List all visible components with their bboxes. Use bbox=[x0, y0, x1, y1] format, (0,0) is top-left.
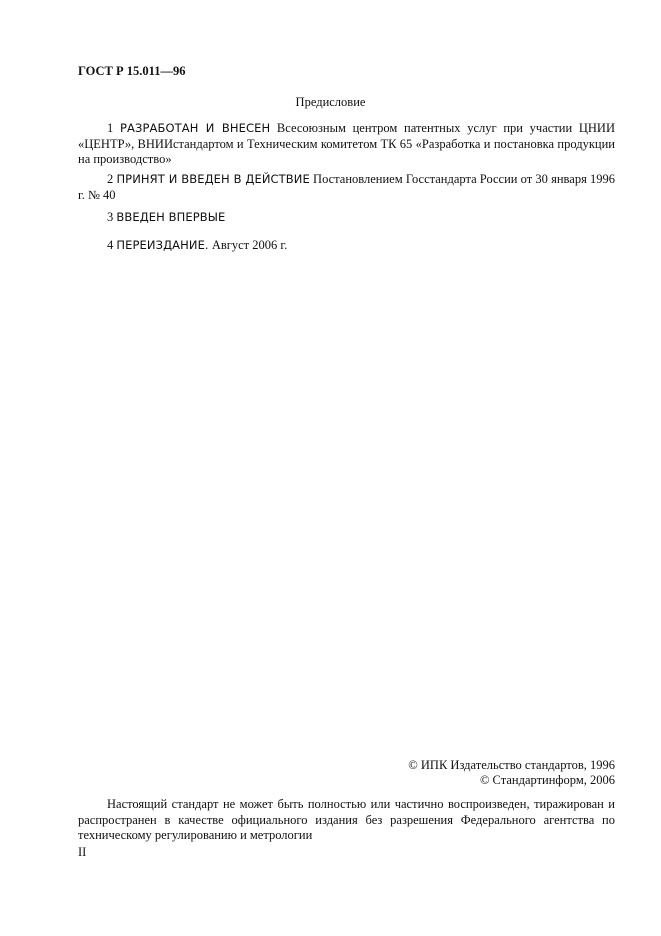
item-number: 3 bbox=[107, 210, 114, 224]
notice-text: Настоящий стандарт не может быть полностью или частично воспроизведен, тиражирован и распространен в качестве официального издания без разрешения Федерального агентства по техническому регулированию и метрологии bbox=[78, 797, 615, 842]
preface-item-2 bbox=[78, 172, 615, 203]
page-number: II bbox=[78, 845, 87, 859]
item-number: 1 bbox=[107, 121, 114, 135]
preface-item-1 bbox=[78, 121, 615, 168]
document-code-header: ГОСТ Р 15.011—96 bbox=[78, 64, 186, 78]
item-caption: РАЗРАБОТАН И ВНЕСЕН bbox=[119, 121, 271, 135]
preface-item-4 bbox=[78, 238, 615, 254]
item-caption: ПЕРЕИЗДАНИЕ. bbox=[116, 238, 209, 252]
item-number: 2 bbox=[107, 172, 114, 186]
copyright-line-2: © Стандартинформ, 2006 bbox=[479, 773, 615, 787]
item-caption: ВВЕДЕН ВПЕРВЫЕ bbox=[116, 210, 226, 224]
item-text: Постановлением Госстандарта России от 30 января 1996 г. № 40 bbox=[78, 172, 616, 202]
item-text: Всесоюзным центром патентных услуг при участии ЦНИИ «ЦЕНТР», ВНИИстандартом и Техническим комитетом ТК 65 «Разработка и постановка продукции на производство» bbox=[78, 121, 615, 166]
reproduction-notice bbox=[78, 797, 615, 844]
copyright-line-1: © ИПК Издательство стандартов, 1996 bbox=[408, 758, 615, 772]
preface-item-3 bbox=[78, 210, 615, 226]
preface-title: Предисловие bbox=[295, 95, 366, 109]
item-caption: ПРИНЯТ И ВВЕДЕН В ДЕЙСТВИЕ bbox=[116, 172, 310, 186]
item-number: 4 bbox=[107, 238, 114, 252]
item-text: Август 2006 г. bbox=[208, 238, 288, 252]
